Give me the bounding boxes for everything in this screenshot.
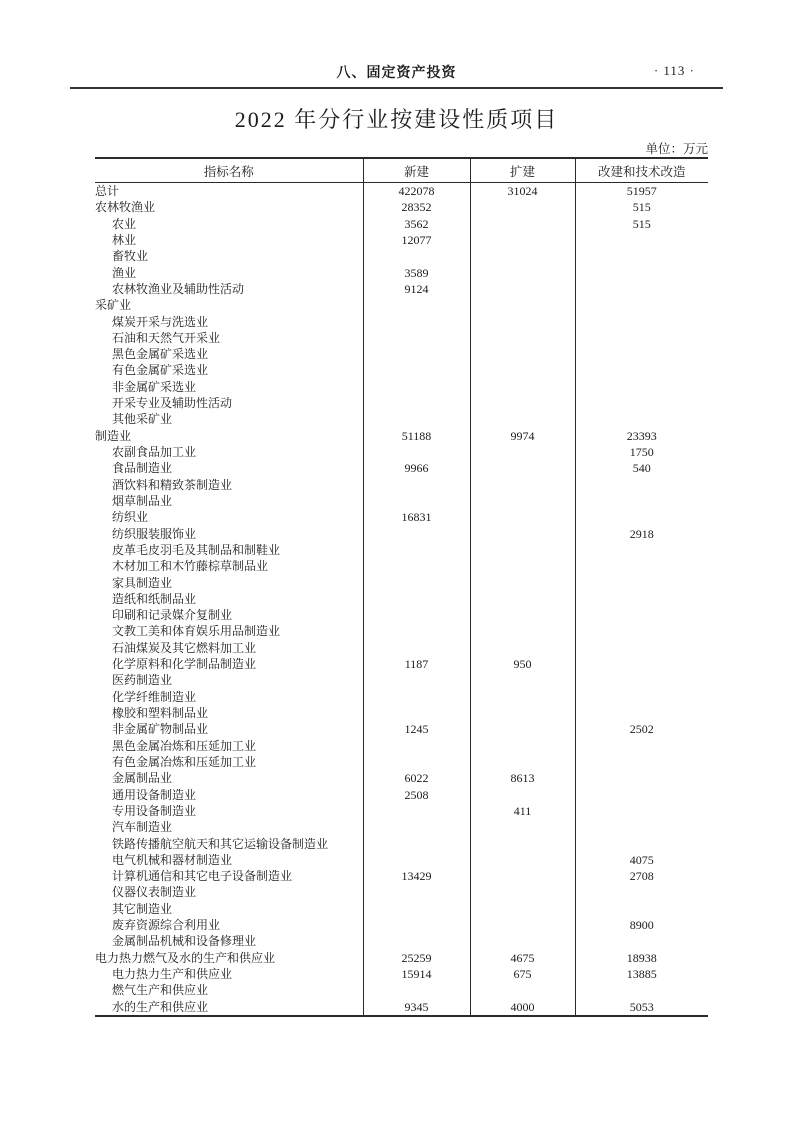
value-cell: [575, 411, 708, 427]
indicator-cell: 纺织业: [112, 510, 149, 525]
value-cell: 25259: [363, 950, 470, 966]
value-cell: [363, 803, 470, 819]
value-cell: 1750: [575, 444, 708, 460]
value-cell: 8900: [575, 917, 708, 933]
table-row: [95, 542, 708, 558]
indicator-cell: 黑色金属矿采选业: [112, 347, 209, 362]
value-cell: 5053: [575, 999, 708, 1016]
indicator-cell: 石油和天然气开采业: [112, 330, 221, 345]
value-cell: [575, 395, 708, 411]
value-cell: [470, 672, 575, 688]
value-cell: 31024: [470, 183, 575, 200]
value-cell: [575, 705, 708, 721]
value-cell: 675: [470, 966, 575, 982]
value-cell: [470, 738, 575, 754]
value-cell: [470, 591, 575, 607]
value-cell: [575, 738, 708, 754]
value-cell: [363, 689, 470, 705]
value-cell: 51957: [575, 183, 708, 200]
value-cell: [470, 248, 575, 264]
value-cell: [363, 901, 470, 917]
unit-label: 单位：万元: [645, 142, 708, 156]
table-row: [95, 346, 708, 362]
value-cell: [575, 265, 708, 281]
value-cell: [470, 901, 575, 917]
table-row: [95, 330, 708, 346]
value-cell: 51188: [363, 428, 470, 444]
value-cell: [575, 509, 708, 525]
table-header-row: [95, 158, 708, 183]
value-cell: [470, 346, 575, 362]
indicator-cell: 燃气生产和供应业: [112, 983, 209, 998]
table-row: [95, 623, 708, 639]
value-cell: [470, 199, 575, 215]
value-cell: [363, 884, 470, 900]
value-cell: [363, 623, 470, 639]
value-cell: [575, 558, 708, 574]
indicator-cell: 电力热力燃气及水的生产和供应业: [95, 950, 276, 965]
table-row: [95, 868, 708, 884]
col-header-new: 新建: [363, 158, 470, 183]
value-cell: [470, 297, 575, 313]
value-cell: 9345: [363, 999, 470, 1016]
indicator-cell: 金属制品业: [112, 771, 173, 786]
value-cell: [363, 444, 470, 460]
table-row: [95, 672, 708, 688]
table-row: [95, 836, 708, 852]
value-cell: [470, 216, 575, 232]
value-cell: [470, 575, 575, 591]
indicator-cell: 酒饮料和精致茶制造业: [112, 477, 233, 492]
table-row: [95, 493, 708, 509]
value-cell: 6022: [363, 770, 470, 786]
value-cell: [470, 460, 575, 476]
value-cell: [470, 705, 575, 721]
indicator-cell: 电气机械和器材制造业: [112, 852, 233, 867]
table-row: [95, 803, 708, 819]
value-cell: [470, 721, 575, 737]
value-cell: [575, 330, 708, 346]
value-cell: 13429: [363, 868, 470, 884]
value-cell: 4675: [470, 950, 575, 966]
indicator-cell: 林业: [112, 232, 137, 247]
value-cell: [470, 526, 575, 542]
value-cell: [575, 607, 708, 623]
table-row: [95, 917, 708, 933]
indicator-cell: 造纸和纸制品业: [112, 591, 197, 606]
value-cell: 9966: [363, 460, 470, 476]
indicator-cell: 计算机通信和其它电子设备制造业: [112, 869, 293, 884]
indicator-cell: 家具制造业: [112, 575, 173, 590]
value-cell: [470, 689, 575, 705]
value-cell: [470, 933, 575, 949]
value-cell: [575, 901, 708, 917]
value-cell: [470, 477, 575, 493]
indicator-cell: 文教工美和体育娱乐用品制造业: [112, 624, 281, 639]
col-header-indicator: 指标名称: [95, 158, 363, 183]
value-cell: [575, 672, 708, 688]
indicator-cell: 金属制品机械和设备修理业: [112, 934, 257, 949]
indicator-cell: 有色金属冶炼和压延加工业: [112, 754, 257, 769]
value-cell: [363, 852, 470, 868]
value-cell: 8613: [470, 770, 575, 786]
table-row: [95, 395, 708, 411]
value-cell: [470, 917, 575, 933]
table-row: [95, 721, 708, 737]
value-cell: [363, 607, 470, 623]
indicator-cell: 废弃资源综合利用业: [112, 918, 221, 933]
value-cell: [470, 232, 575, 248]
indicator-cell: 非金属矿物制品业: [112, 722, 209, 737]
indicator-cell: 开采专业及辅助性活动: [112, 396, 233, 411]
value-cell: [575, 656, 708, 672]
value-cell: [575, 542, 708, 558]
table-row: [95, 640, 708, 656]
indicator-cell: 化学原料和化学制品制造业: [112, 657, 257, 672]
col-header-rebuild: 改建和技术改造: [575, 158, 708, 183]
value-cell: [470, 982, 575, 998]
value-cell: [363, 379, 470, 395]
table-row: [95, 819, 708, 835]
table-row: [95, 281, 708, 297]
value-cell: 3562: [363, 216, 470, 232]
value-cell: 2918: [575, 526, 708, 542]
value-cell: [470, 314, 575, 330]
indicator-cell: 印刷和记录媒介复制业: [112, 608, 233, 623]
indicator-cell: 汽车制造业: [112, 820, 173, 835]
value-cell: [470, 852, 575, 868]
value-cell: [575, 819, 708, 835]
table-row: [95, 705, 708, 721]
table-row: [95, 884, 708, 900]
value-cell: [575, 933, 708, 949]
value-cell: [575, 884, 708, 900]
value-cell: 13885: [575, 966, 708, 982]
value-cell: [575, 232, 708, 248]
value-cell: [470, 362, 575, 378]
indicator-cell: 制造业: [95, 428, 132, 443]
value-cell: [363, 591, 470, 607]
indicator-cell: 医药制造业: [112, 673, 173, 688]
indicator-cell: 水的生产和供应业: [112, 999, 209, 1014]
table-row: [95, 558, 708, 574]
table-row: [95, 379, 708, 395]
value-cell: [470, 493, 575, 509]
value-cell: [363, 933, 470, 949]
table-row: [95, 460, 708, 476]
value-cell: [575, 591, 708, 607]
value-cell: [363, 330, 470, 346]
header-rule: [70, 87, 723, 89]
value-cell: 1187: [363, 656, 470, 672]
table-row: [95, 411, 708, 427]
table-row: [95, 787, 708, 803]
value-cell: [363, 248, 470, 264]
table-row: [95, 999, 708, 1016]
table-row: [95, 607, 708, 623]
indicator-cell: 铁路传播航空航天和其它运输设备制造业: [112, 836, 329, 851]
table-row: [95, 444, 708, 460]
value-cell: [363, 314, 470, 330]
indicator-cell: 仪器仪表制造业: [112, 885, 197, 900]
value-cell: 2508: [363, 787, 470, 803]
value-cell: [470, 265, 575, 281]
value-cell: 2502: [575, 721, 708, 737]
value-cell: [470, 444, 575, 460]
value-cell: 950: [470, 656, 575, 672]
table-row: [95, 950, 708, 966]
value-cell: [575, 640, 708, 656]
indicator-cell: 其他采矿业: [112, 412, 173, 427]
value-cell: [363, 738, 470, 754]
value-cell: [575, 575, 708, 591]
indicator-cell: 农林牧渔业: [95, 200, 156, 215]
value-cell: 515: [575, 199, 708, 215]
table-row: [95, 428, 708, 444]
value-cell: [575, 346, 708, 362]
value-cell: [363, 526, 470, 542]
value-cell: [363, 558, 470, 574]
table-row: [95, 265, 708, 281]
indicator-cell: 农业: [112, 216, 137, 231]
value-cell: [363, 362, 470, 378]
value-cell: [470, 281, 575, 297]
indicator-cell: 农林牧渔业及辅助性活动: [112, 281, 245, 296]
table-body: [95, 183, 708, 1016]
value-cell: 4000: [470, 999, 575, 1016]
table-row: [95, 689, 708, 705]
indicator-cell: 煤炭开采与洗选业: [112, 314, 209, 329]
value-cell: [470, 509, 575, 525]
value-cell: [363, 819, 470, 835]
indicator-cell: 有色金属矿采选业: [112, 363, 209, 378]
value-cell: [470, 836, 575, 852]
indicator-cell: 烟草制品业: [112, 493, 173, 508]
value-cell: [470, 819, 575, 835]
table-row: [95, 770, 708, 786]
value-cell: [575, 836, 708, 852]
indicator-cell: 通用设备制造业: [112, 787, 197, 802]
value-cell: [575, 314, 708, 330]
table-row: [95, 656, 708, 672]
table-row: [95, 575, 708, 591]
table-row: [95, 738, 708, 754]
indicator-cell: 电力热力生产和供应业: [112, 967, 233, 981]
value-cell: [575, 982, 708, 998]
value-cell: [470, 558, 575, 574]
value-cell: 28352: [363, 199, 470, 215]
value-cell: 540: [575, 460, 708, 476]
value-cell: 1245: [363, 721, 470, 737]
table-row: [95, 852, 708, 868]
value-cell: [363, 575, 470, 591]
value-cell: [575, 477, 708, 493]
indicator-cell: 木材加工和木竹藤棕草制品业: [112, 559, 269, 574]
value-cell: [470, 607, 575, 623]
value-cell: [575, 297, 708, 313]
col-header-expansion: 扩建: [470, 158, 575, 183]
table-row: [95, 362, 708, 378]
value-cell: 2708: [575, 868, 708, 884]
indicator-cell: 黑色金属冶炼和压延加工业: [112, 738, 257, 753]
indicator-cell: 皮革毛皮羽毛及其制品和制鞋业: [112, 542, 281, 557]
value-cell: [470, 330, 575, 346]
value-cell: [470, 787, 575, 803]
value-cell: [470, 395, 575, 411]
indicator-cell: 其它制造业: [112, 901, 173, 916]
value-cell: [575, 770, 708, 786]
table-row: [95, 754, 708, 770]
section-title: 八、固定资产投资: [336, 64, 457, 80]
value-cell: [575, 803, 708, 819]
value-cell: [575, 248, 708, 264]
value-cell: 9974: [470, 428, 575, 444]
value-cell: 411: [470, 803, 575, 819]
value-cell: 4075: [575, 852, 708, 868]
value-cell: [363, 982, 470, 998]
indicator-cell: 畜牧业: [112, 249, 149, 264]
value-cell: [575, 623, 708, 639]
indicator-cell: 纺织服装服饰业: [112, 526, 197, 541]
table-row: [95, 183, 708, 200]
value-cell: [363, 346, 470, 362]
indicator-cell: 专用设备制造业: [112, 803, 197, 818]
value-cell: [363, 493, 470, 509]
value-cell: [363, 542, 470, 558]
table-row: [95, 526, 708, 542]
value-cell: [363, 640, 470, 656]
table-row: [95, 314, 708, 330]
page-title: 2022 年分行业按建设性质项目: [234, 107, 559, 132]
value-cell: [363, 395, 470, 411]
indicator-cell: 石油煤炭及其它燃料加工业: [112, 640, 257, 655]
value-cell: [363, 705, 470, 721]
table-row: [95, 509, 708, 525]
table-row: [95, 966, 708, 982]
value-cell: [575, 689, 708, 705]
value-cell: [363, 836, 470, 852]
value-cell: [363, 297, 470, 313]
value-cell: 515: [575, 216, 708, 232]
value-cell: [575, 787, 708, 803]
table-row: [95, 216, 708, 232]
value-cell: [575, 281, 708, 297]
value-cell: [470, 884, 575, 900]
indicator-cell: 总计: [95, 184, 120, 198]
data-table: [95, 157, 708, 1017]
table-row: [95, 248, 708, 264]
page-number: · 113 ·: [653, 63, 695, 78]
value-cell: [470, 379, 575, 395]
value-cell: [363, 672, 470, 688]
value-cell: 16831: [363, 509, 470, 525]
table-row: [95, 477, 708, 493]
value-cell: [470, 640, 575, 656]
value-cell: 9124: [363, 281, 470, 297]
value-cell: [363, 754, 470, 770]
indicator-cell: 采矿业: [95, 298, 132, 313]
value-cell: [575, 493, 708, 509]
table-row: [95, 297, 708, 313]
indicator-cell: 农副食品加工业: [112, 445, 197, 459]
value-cell: 3589: [363, 265, 470, 281]
value-cell: 12077: [363, 232, 470, 248]
value-cell: [470, 411, 575, 427]
table-row: [95, 901, 708, 917]
value-cell: [470, 754, 575, 770]
value-cell: [363, 917, 470, 933]
table-row: [95, 232, 708, 248]
value-cell: 23393: [575, 428, 708, 444]
table-row: [95, 933, 708, 949]
indicator-cell: 橡胶和塑料制品业: [112, 706, 209, 720]
value-cell: [470, 623, 575, 639]
value-cell: [363, 411, 470, 427]
indicator-cell: 化学纤维制造业: [112, 689, 197, 704]
value-cell: 15914: [363, 966, 470, 982]
table-row: [95, 199, 708, 215]
value-cell: [470, 868, 575, 884]
value-cell: [575, 754, 708, 770]
indicator-cell: 渔业: [112, 265, 137, 280]
value-cell: [575, 379, 708, 395]
table-row: [95, 591, 708, 607]
value-cell: [470, 542, 575, 558]
indicator-cell: 食品制造业: [112, 461, 173, 476]
table-row: [95, 982, 708, 998]
value-cell: [575, 362, 708, 378]
value-cell: 18938: [575, 950, 708, 966]
indicator-cell: 非金属矿采选业: [112, 379, 197, 394]
value-cell: [363, 477, 470, 493]
value-cell: 422078: [363, 183, 470, 200]
